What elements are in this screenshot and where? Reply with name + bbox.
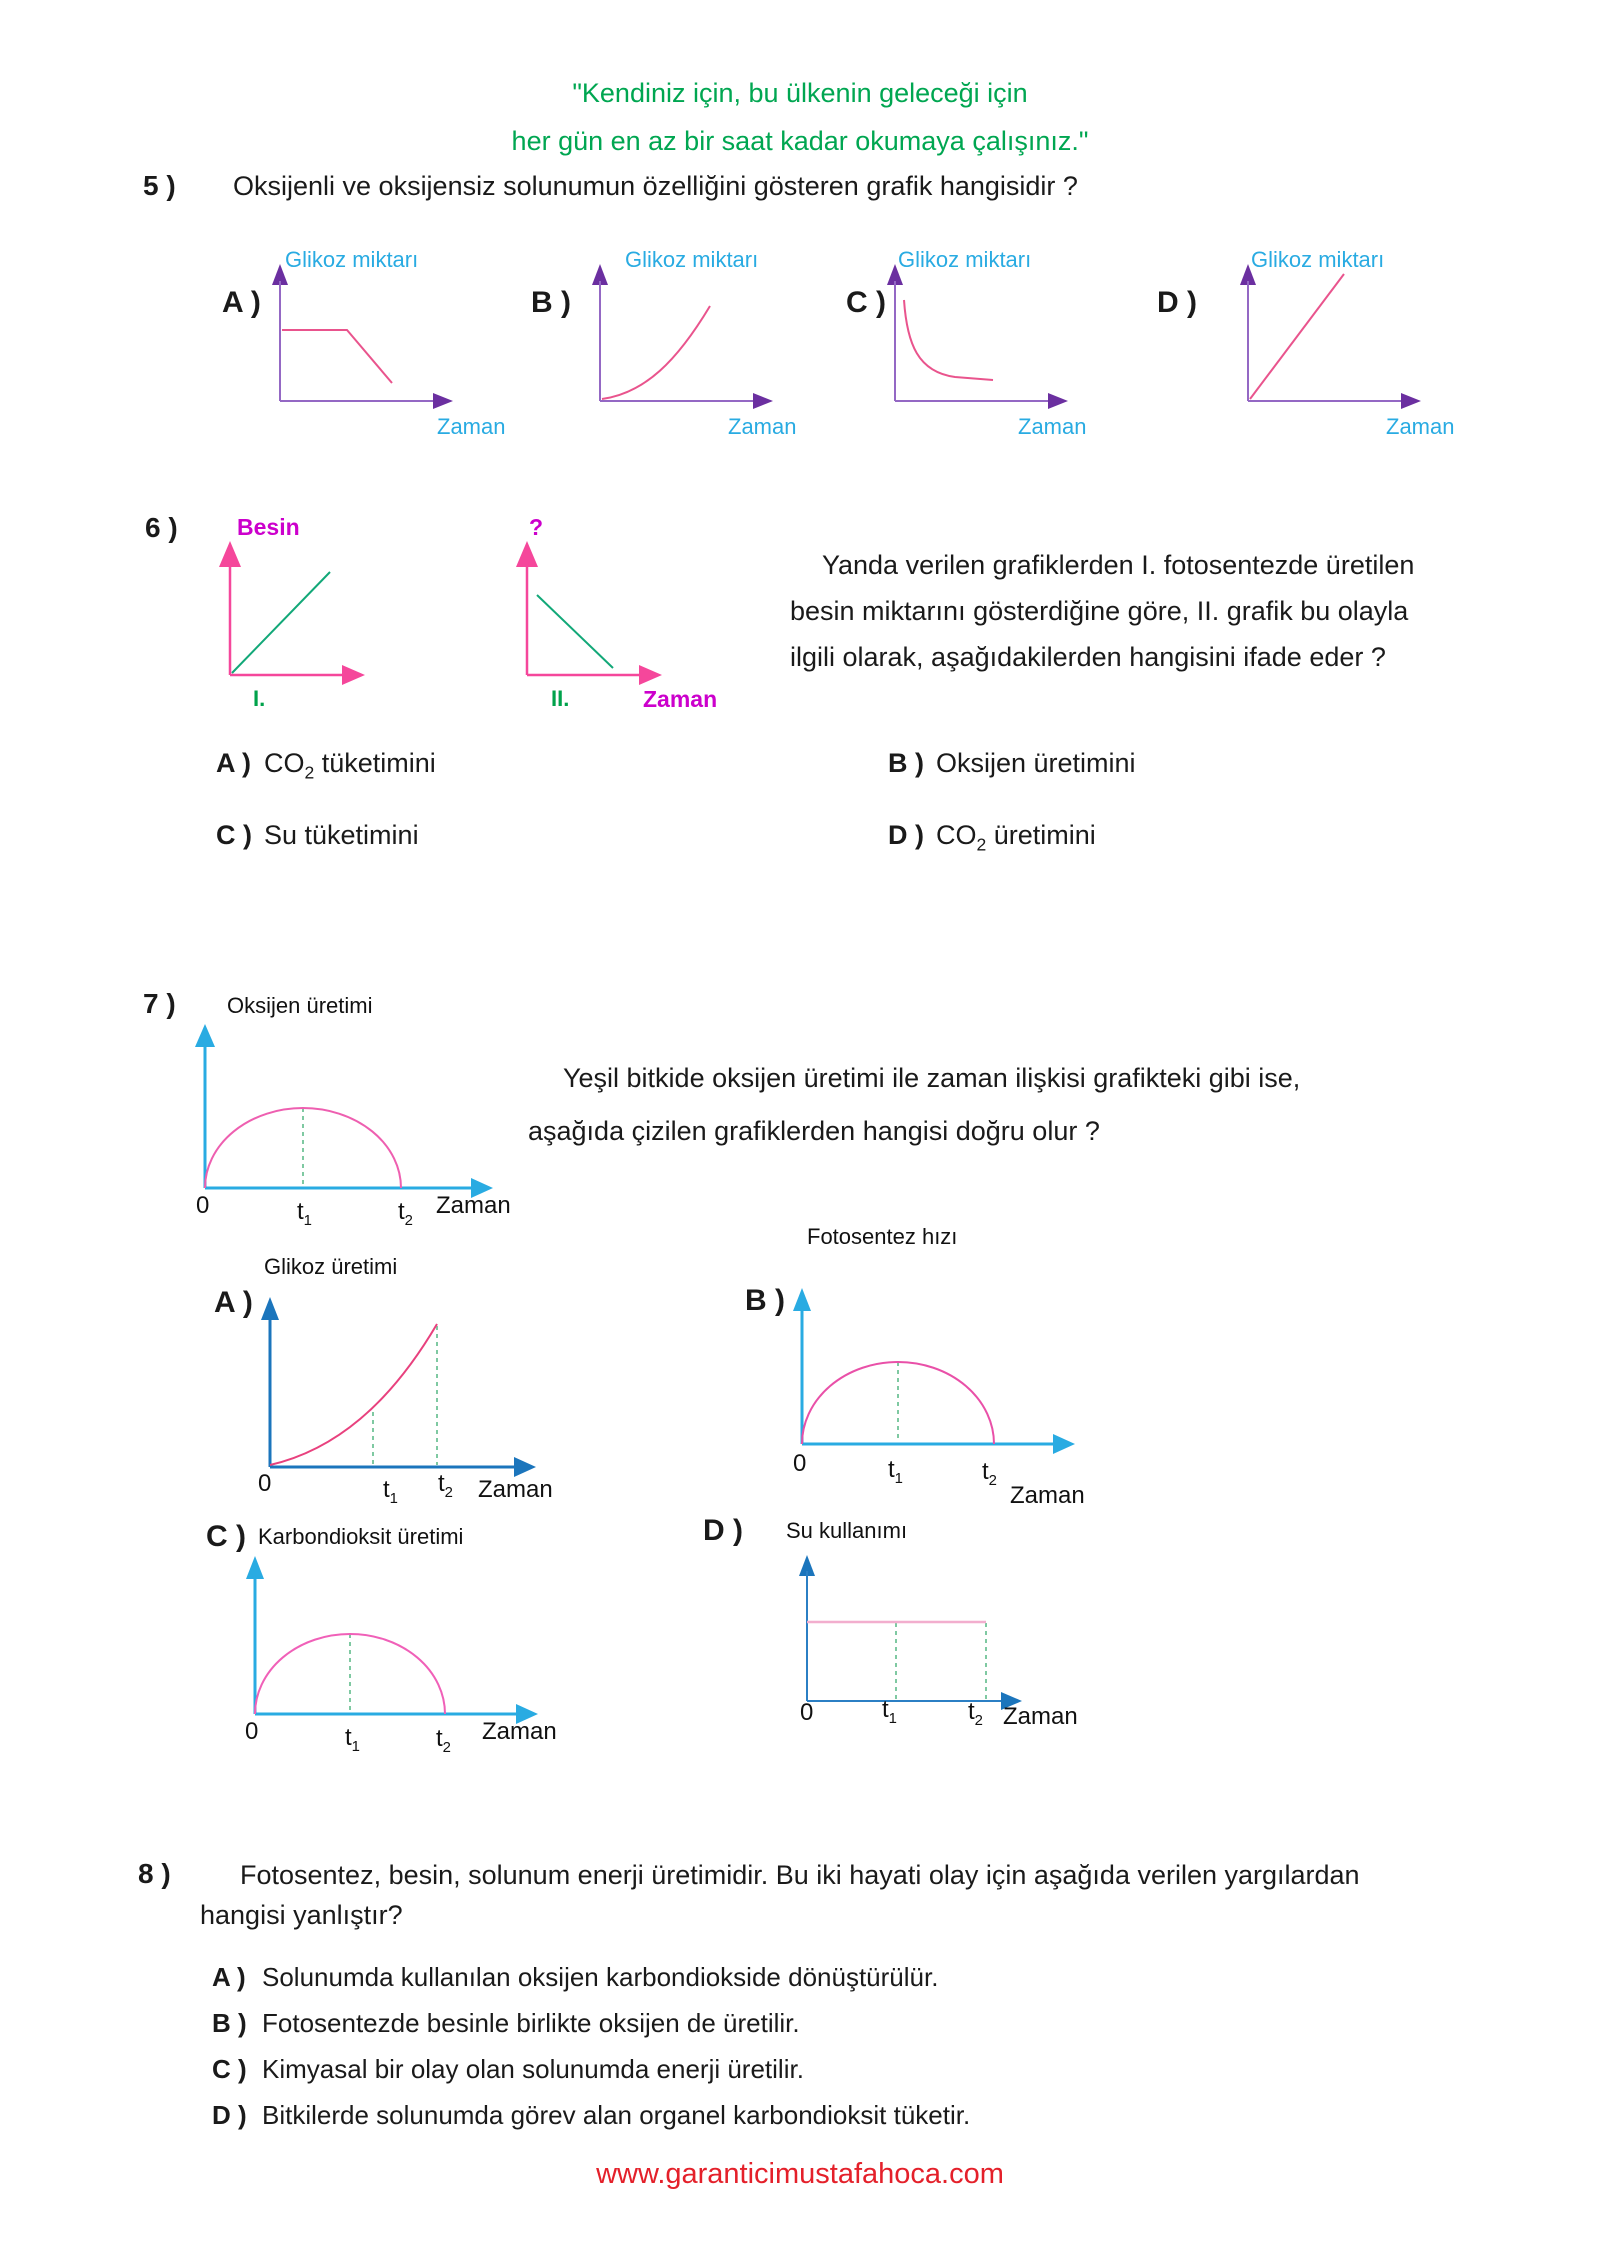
q5-graph-a-ylabel: Glikoz miktarı <box>285 247 419 272</box>
q7-main-plot <box>187 1018 517 1218</box>
q6-graph2-plot <box>492 528 702 708</box>
curve-linear-increase <box>1250 274 1344 399</box>
q6-option-a-pre: CO <box>264 748 305 778</box>
q6-option-d-text <box>936 820 1096 855</box>
q5-graph-c-letter: C ) <box>846 286 886 319</box>
q7-option-b-t1 <box>888 1456 903 1487</box>
q7-option-a-t2 <box>438 1470 453 1501</box>
q8-option-b-text: Fotosentezde besinle birlikte oksijen de üretilir. <box>262 2008 800 2038</box>
t-base: t <box>297 1198 304 1225</box>
q6-option-b-text <box>936 748 1136 779</box>
t-base: t <box>383 1476 390 1503</box>
line-increasing <box>232 572 330 673</box>
q7-main-t1 <box>297 1198 312 1229</box>
q7-option-a-t1 <box>383 1476 398 1507</box>
q6-option-a-post: tüketimini <box>314 748 436 778</box>
q8-text-line2: hangisi yanlıştır? <box>200 1900 403 1930</box>
q8-option-d-letter: D ) <box>212 2100 247 2130</box>
t-sub: 1 <box>389 1490 398 1507</box>
q7-number: 7 ) <box>143 988 176 1019</box>
t-base: t <box>398 1198 405 1225</box>
t-sub: 2 <box>404 1212 413 1229</box>
q8-number: 8 ) <box>138 1858 171 1889</box>
q5-graph-b-letter: B ) <box>531 286 571 319</box>
q6-graph2-ylabel: ? <box>529 514 544 540</box>
t-base: t <box>888 1456 895 1483</box>
q5-graph-b-ylabel: Glikoz miktarı <box>625 247 759 272</box>
q6-number: 6 ) <box>145 512 178 543</box>
q8-option-c-letter: C ) <box>212 2054 247 2084</box>
q7-option-b-t2 <box>982 1458 997 1489</box>
q6-graph1-plot <box>195 528 405 708</box>
q7-option-d-ylabel: Su kullanımı <box>786 1518 908 1543</box>
q7-option-c-letter: C ) <box>206 1520 246 1553</box>
q7-main-origin: 0 <box>196 1192 210 1219</box>
curve-exponential-increase <box>602 306 710 399</box>
q7-option-c-plot <box>237 1554 547 1739</box>
arrow-right-icon <box>1401 393 1421 409</box>
arrow-right-icon <box>514 1457 536 1477</box>
q6-option-d-letter: D ) <box>888 820 924 850</box>
q7-option-c-origin: 0 <box>245 1718 259 1745</box>
t-sub: 2 <box>442 1739 451 1756</box>
curve-constant-then-decreasing <box>282 330 392 383</box>
arrow-right-icon <box>342 665 365 685</box>
q5-graph-a-plot <box>245 256 475 431</box>
q7-option-b-letter: B ) <box>745 1284 785 1317</box>
q6-option-a-text <box>264 748 436 783</box>
q6-option-b-letter: B ) <box>888 748 924 778</box>
q7-option-b-ylabel: Fotosentez hızı <box>807 1224 958 1249</box>
q5-graph-a-letter: A ) <box>222 286 261 319</box>
t-sub: 1 <box>888 1710 897 1727</box>
q7-option-a-plot <box>250 1292 550 1492</box>
q6-option-c-pre: Su tüketimini <box>264 820 419 850</box>
q6-option-d-post: üretimini <box>986 820 1096 850</box>
q5-graph-d-xlabel: Zaman <box>1386 414 1455 439</box>
q5-graph-c-plot <box>860 256 1090 431</box>
q7-option-d-t1 <box>882 1696 897 1727</box>
q7-option-c-t2 <box>436 1725 451 1756</box>
q6-option-d-pre: CO <box>936 820 977 850</box>
q5-graph-c-ylabel: Glikoz miktarı <box>898 247 1032 272</box>
header-quote-line2: her gün en az bir saat kadar okumaya çalışınız." <box>511 126 1089 156</box>
q6-text-line3: ilgili olarak, aşağıdakilerden hangisini ifade eder ? <box>790 642 1386 672</box>
q6-option-a-letter: A ) <box>216 748 251 778</box>
q5-graph-a-xlabel: Zaman <box>437 414 506 439</box>
q7-option-d-t2 <box>968 1698 983 1729</box>
q7-option-d-xlabel: Zaman <box>1003 1703 1078 1730</box>
arrow-right-icon <box>639 665 662 685</box>
t-sub: 1 <box>351 1738 360 1755</box>
curve-accelerating-increase <box>270 1324 437 1465</box>
q7-text-line1: Yeşil bitkide oksijen üretimi ile zaman ilişkisi grafikteki gibi ise, <box>563 1063 1301 1093</box>
t-base: t <box>436 1725 443 1752</box>
t-base: t <box>345 1724 352 1751</box>
q8-option-b-letter: B ) <box>212 2008 247 2038</box>
q7-option-c-t1 <box>345 1724 360 1755</box>
q5-number: 5 ) <box>143 170 176 201</box>
q5-graph-b-xlabel: Zaman <box>728 414 797 439</box>
q6-graph1-caption: I. <box>253 686 266 711</box>
q5-graph-b-plot <box>565 256 795 431</box>
q7-option-b-origin: 0 <box>793 1450 807 1477</box>
q7-option-a-xlabel: Zaman <box>478 1476 553 1503</box>
t-sub: 2 <box>444 1484 453 1501</box>
header-quote-line1: "Kendiniz için, bu ülkenin geleceği için <box>572 78 1028 108</box>
q7-option-c-ylabel: Karbondioksit üretimi <box>258 1524 464 1549</box>
q7-option-a-origin: 0 <box>258 1470 272 1497</box>
arrow-right-icon <box>1053 1434 1075 1454</box>
q7-main-t2 <box>398 1198 413 1229</box>
q6-graph2-caption: II. <box>551 686 570 711</box>
q6-option-c-text <box>264 820 419 851</box>
footer-url: www.garanticimustafahoca.com <box>596 2158 1004 2190</box>
q8-text-line1: Fotosentez, besin, solunum enerji üretimidir. Bu iki hayati olay için aşağıda verilen yargılardan <box>240 1860 1360 1890</box>
q8-option-a-text: Solunumda kullanılan oksijen karbondiokside dönüştürülür. <box>262 1962 939 1992</box>
curve-decay <box>904 300 993 380</box>
q6-graph1-ylabel: Besin <box>237 514 300 540</box>
t-base: t <box>968 1698 975 1725</box>
q6-option-b-pre: Oksijen üretimini <box>936 748 1136 778</box>
q7-option-d-letter: D ) <box>703 1514 743 1547</box>
line-decreasing <box>537 595 613 668</box>
q7-option-b-plot <box>784 1284 1084 1479</box>
t-base: t <box>882 1696 889 1723</box>
q7-option-d-origin: 0 <box>800 1699 814 1726</box>
q6-option-c-letter: C ) <box>216 820 252 850</box>
q7-option-c-xlabel: Zaman <box>482 1718 557 1745</box>
q6-text-line1: Yanda verilen grafiklerden I. fotosentezde üretilen <box>822 550 1415 580</box>
q5-graph-d-plot <box>1213 256 1443 431</box>
q5-text: Oksijenli ve oksijensiz solunumun özelliğini gösteren grafik hangisidir ? <box>233 171 1078 201</box>
q7-text-line2: aşağıda çizilen grafiklerden hangisi doğru olur ? <box>528 1116 1100 1146</box>
q5-graph-d-letter: D ) <box>1157 286 1197 319</box>
q7-option-d-plot <box>789 1553 1049 1713</box>
q6-option-a-sub: 2 <box>304 762 315 783</box>
q8-option-c-text: Kimyasal bir olay olan solunumda enerji üretilir. <box>262 2054 804 2084</box>
arrow-right-icon <box>753 393 773 409</box>
q7-main-xlabel: Zaman <box>436 1192 511 1219</box>
q7-main-ylabel: Oksijen üretimi <box>227 993 373 1018</box>
t-sub: 1 <box>303 1212 312 1229</box>
t-base: t <box>982 1458 989 1485</box>
t-base: t <box>438 1470 445 1497</box>
q7-option-a-ylabel: Glikoz üretimi <box>264 1254 398 1279</box>
q5-graph-c-xlabel: Zaman <box>1018 414 1087 439</box>
t-sub: 2 <box>988 1472 997 1489</box>
q6-graph2-xlabel: Zaman <box>643 686 718 712</box>
t-sub: 1 <box>894 1470 903 1487</box>
q7-option-b-xlabel: Zaman <box>1010 1482 1085 1509</box>
q6-option-d-sub: 2 <box>976 834 987 855</box>
arrow-right-icon <box>433 393 453 409</box>
arrow-right-icon <box>1048 393 1068 409</box>
t-sub: 2 <box>974 1712 983 1729</box>
q6-text-line2: besin miktarını gösterdiğine göre, II. grafik bu olayla <box>790 596 1409 626</box>
q5-graph-d-ylabel: Glikoz miktarı <box>1251 247 1385 272</box>
q8-option-a-letter: A ) <box>212 1962 246 1992</box>
q8-option-d-text: Bitkilerde solunumda görev alan organel karbondioksit tüketir. <box>262 2100 971 2130</box>
q7-option-a-letter: A ) <box>214 1286 253 1319</box>
